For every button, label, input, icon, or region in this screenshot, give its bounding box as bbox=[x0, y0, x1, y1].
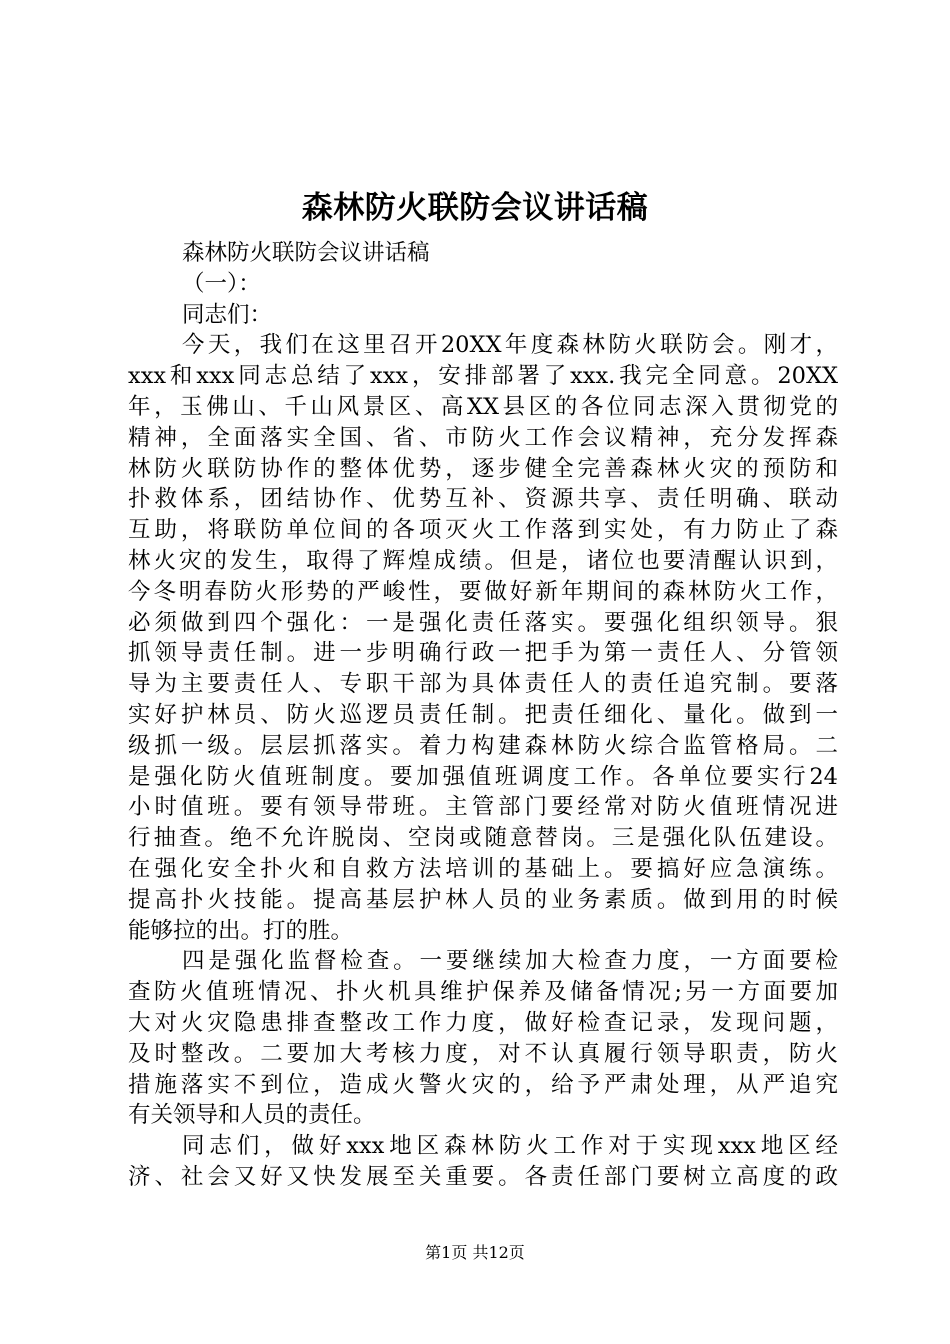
document-title: 森林防火联防会议讲话稿 bbox=[301, 190, 649, 226]
body-line: 有关领导和人员的责任。 bbox=[128, 1102, 376, 1129]
body-line: 森林防火联防会议讲话稿 bbox=[182, 240, 430, 266]
body-line: 必须做到四个强化：一是强化责任落实。要强化组织领导。狠 bbox=[128, 609, 838, 636]
body-line: 同志们，做好xxx地区森林防火工作对于实现xxx地区经 bbox=[182, 1133, 838, 1160]
body-line: xxx和xxx同志总结了xxx，安排部署了xxx.我完全同意。20XX bbox=[128, 363, 838, 390]
body-line: 及时整改。二要加大考核力度，对不认真履行领导职责，防火 bbox=[128, 1040, 838, 1067]
page-footer: 第1页 共12页 bbox=[425, 1243, 525, 1262]
body-line: 抓领导责任制。进一步明确行政一把手为第一责任人、分管领 bbox=[128, 640, 838, 667]
body-line: 导为主要责任人、专职干部为具体责任人的责任追究制。要落 bbox=[128, 671, 838, 698]
body-line: 在强化安全扑火和自救方法培训的基础上。要搞好应急演练。 bbox=[128, 855, 838, 882]
body-line: 查防火值班情况、扑火机具维护保养及储备情况;另一方面要加 bbox=[128, 979, 838, 1006]
body-line: 级抓一级。层层抓落实。着力构建森林防火综合监管格局。二 bbox=[128, 732, 838, 759]
body-line: 济、社会又好又快发展至关重要。各责任部门要树立高度的政 bbox=[128, 1163, 838, 1190]
body-line: 小时值班。要有领导带班。主管部门要经常对防火值班情况进 bbox=[128, 794, 838, 821]
body-line: 行抽查。绝不允许脱岗、空岗或随意替岗。三是强化队伍建设。 bbox=[128, 825, 838, 852]
body-line: 大对火灾隐患排查整改工作力度，做好检查记录，发现问题， bbox=[128, 1009, 838, 1036]
body-line: 措施落实不到位，造成火警火灾的，给予严肃处理，从严追究 bbox=[128, 1071, 838, 1098]
body-line: （一）： bbox=[182, 270, 261, 297]
body-line: 互助，将联防单位间的各项灭火工作落到实处，有力防止了森 bbox=[128, 517, 838, 544]
body-line: 今冬明春防火形势的严峻性，要做好新年期间的森林防火工作， bbox=[128, 578, 838, 605]
body-line: 今天，我们在这里召开20XX年度森林防火联防会。刚才， bbox=[182, 332, 838, 359]
body-line: 扑救体系，团结协作、优势互补、资源共享、责任明确、联动 bbox=[128, 486, 838, 513]
body-line: 能够拉的出。打的胜。 bbox=[128, 917, 354, 944]
document-body bbox=[128, 238, 838, 1193]
body-line: 四是强化监督检查。一要继续加大检查力度，一方面要检 bbox=[182, 948, 838, 975]
body-line: 林火灾的发生，取得了辉煌成绩。但是，诸位也要清醒认识到， bbox=[128, 547, 838, 574]
body-line: 精神，全面落实全国、省、市防火工作会议精神，充分发挥森 bbox=[128, 424, 838, 451]
body-line: 同志们： bbox=[182, 301, 273, 328]
body-line: 实好护林员、防火巡逻员责任制。把责任细化、量化。做到一 bbox=[128, 701, 838, 728]
body-line: 林防火联防协作的整体优势，逐步健全完善森林火灾的预防和 bbox=[128, 455, 838, 482]
body-line: 是强化防火值班制度。要加强值班调度工作。各单位要实行24 bbox=[128, 763, 838, 790]
body-line: 提高扑火技能。提高基层护林人员的业务素质。做到用的时候 bbox=[128, 886, 838, 913]
body-line: 年，玉佛山、千山风景区、高XX县区的各位同志深入贯彻党的 bbox=[128, 393, 838, 420]
